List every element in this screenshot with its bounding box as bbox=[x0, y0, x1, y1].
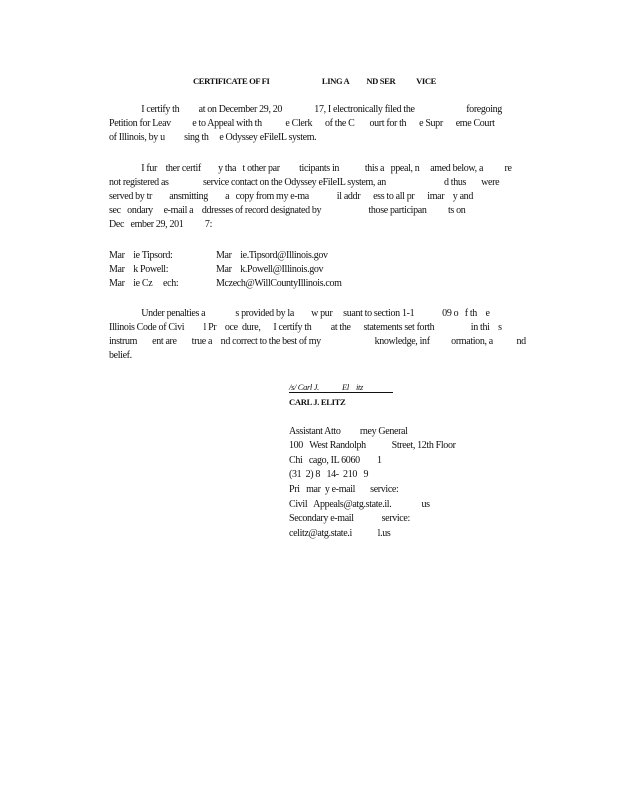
paragraph-line: instrum ent are true a nd correct to the best of my knowledge, inf ormation, a nd bbox=[109, 336, 526, 347]
participant-name: Mar ie Tipsord: bbox=[109, 250, 173, 261]
paragraph-line: not registered as service contact on the Odyssey eFileIL system, an d thus were bbox=[109, 177, 500, 188]
signer-city: Chi cago, IL 6060 1 bbox=[289, 455, 382, 466]
signature-rule bbox=[289, 392, 393, 393]
signer-name: CARL J. ELITZ bbox=[289, 397, 346, 407]
participant-name: Mar ie Cz ech: bbox=[109, 278, 179, 289]
paragraph-line: I certify th at on December 29, 20 17, I electronically filed the foregoing bbox=[109, 104, 502, 115]
paragraph-line: Dec ember 29, 201 7: bbox=[109, 219, 213, 230]
secondary-email: celitz@atg.state.i l.us bbox=[289, 528, 391, 539]
secondary-email-label: Secondary e-mail service: bbox=[289, 513, 410, 524]
signer-title: Assistant Atto rney General bbox=[289, 426, 408, 437]
participant-email: Mczech@WillCountyIllinois.com bbox=[216, 278, 342, 289]
paragraph-line: belief. bbox=[109, 350, 132, 361]
electronic-signature: /s/ Carl J. El itz bbox=[289, 382, 363, 392]
paragraph-line: I fur ther certif y tha t other par ticipants in this a ppeal, n amed below, a re bbox=[109, 163, 512, 174]
paragraph-line: Petition for Leav e to Appeal with th e Clerk of the C ourt for th e Supr eme Court bbox=[109, 118, 495, 129]
paragraph-line: sec ondary e-mail a ddresses of record designated by those participan ts on bbox=[109, 205, 466, 216]
paragraph-line: served by tr ansmitting a copy from my e-ma il addr ess to all pr imar y and bbox=[109, 191, 473, 202]
paragraph-line: Under penalties a s provided by la w pur suant to section 1-1 09 o f th e bbox=[109, 308, 490, 319]
signer-phone: (31 2) 8 14- 210 9 bbox=[289, 469, 369, 480]
participant-email: Mar k.Powell@Illinois.gov bbox=[216, 264, 324, 275]
primary-email-label: Pri mar y e-mail service: bbox=[289, 484, 399, 495]
primary-email: Civil Appeals@atg.state.il. us bbox=[289, 499, 430, 510]
participant-name: Mar k Powell: bbox=[109, 264, 169, 275]
signer-address: 100 West Randolph Street, 12th Floor bbox=[289, 440, 456, 451]
paragraph-line: Illinois Code of Civi l Pr oce dure, I certify th at the statements set forth in thi s bbox=[109, 322, 502, 333]
participant-email: Mar ie.Tipsord@Illinois.gov bbox=[216, 250, 328, 261]
paragraph-line: of Illinois, by u sing th e Odyssey eFileIL system. bbox=[109, 132, 317, 143]
certificate-title: CERTIFICATE OF FI LING A ND SER VICE bbox=[193, 76, 436, 86]
